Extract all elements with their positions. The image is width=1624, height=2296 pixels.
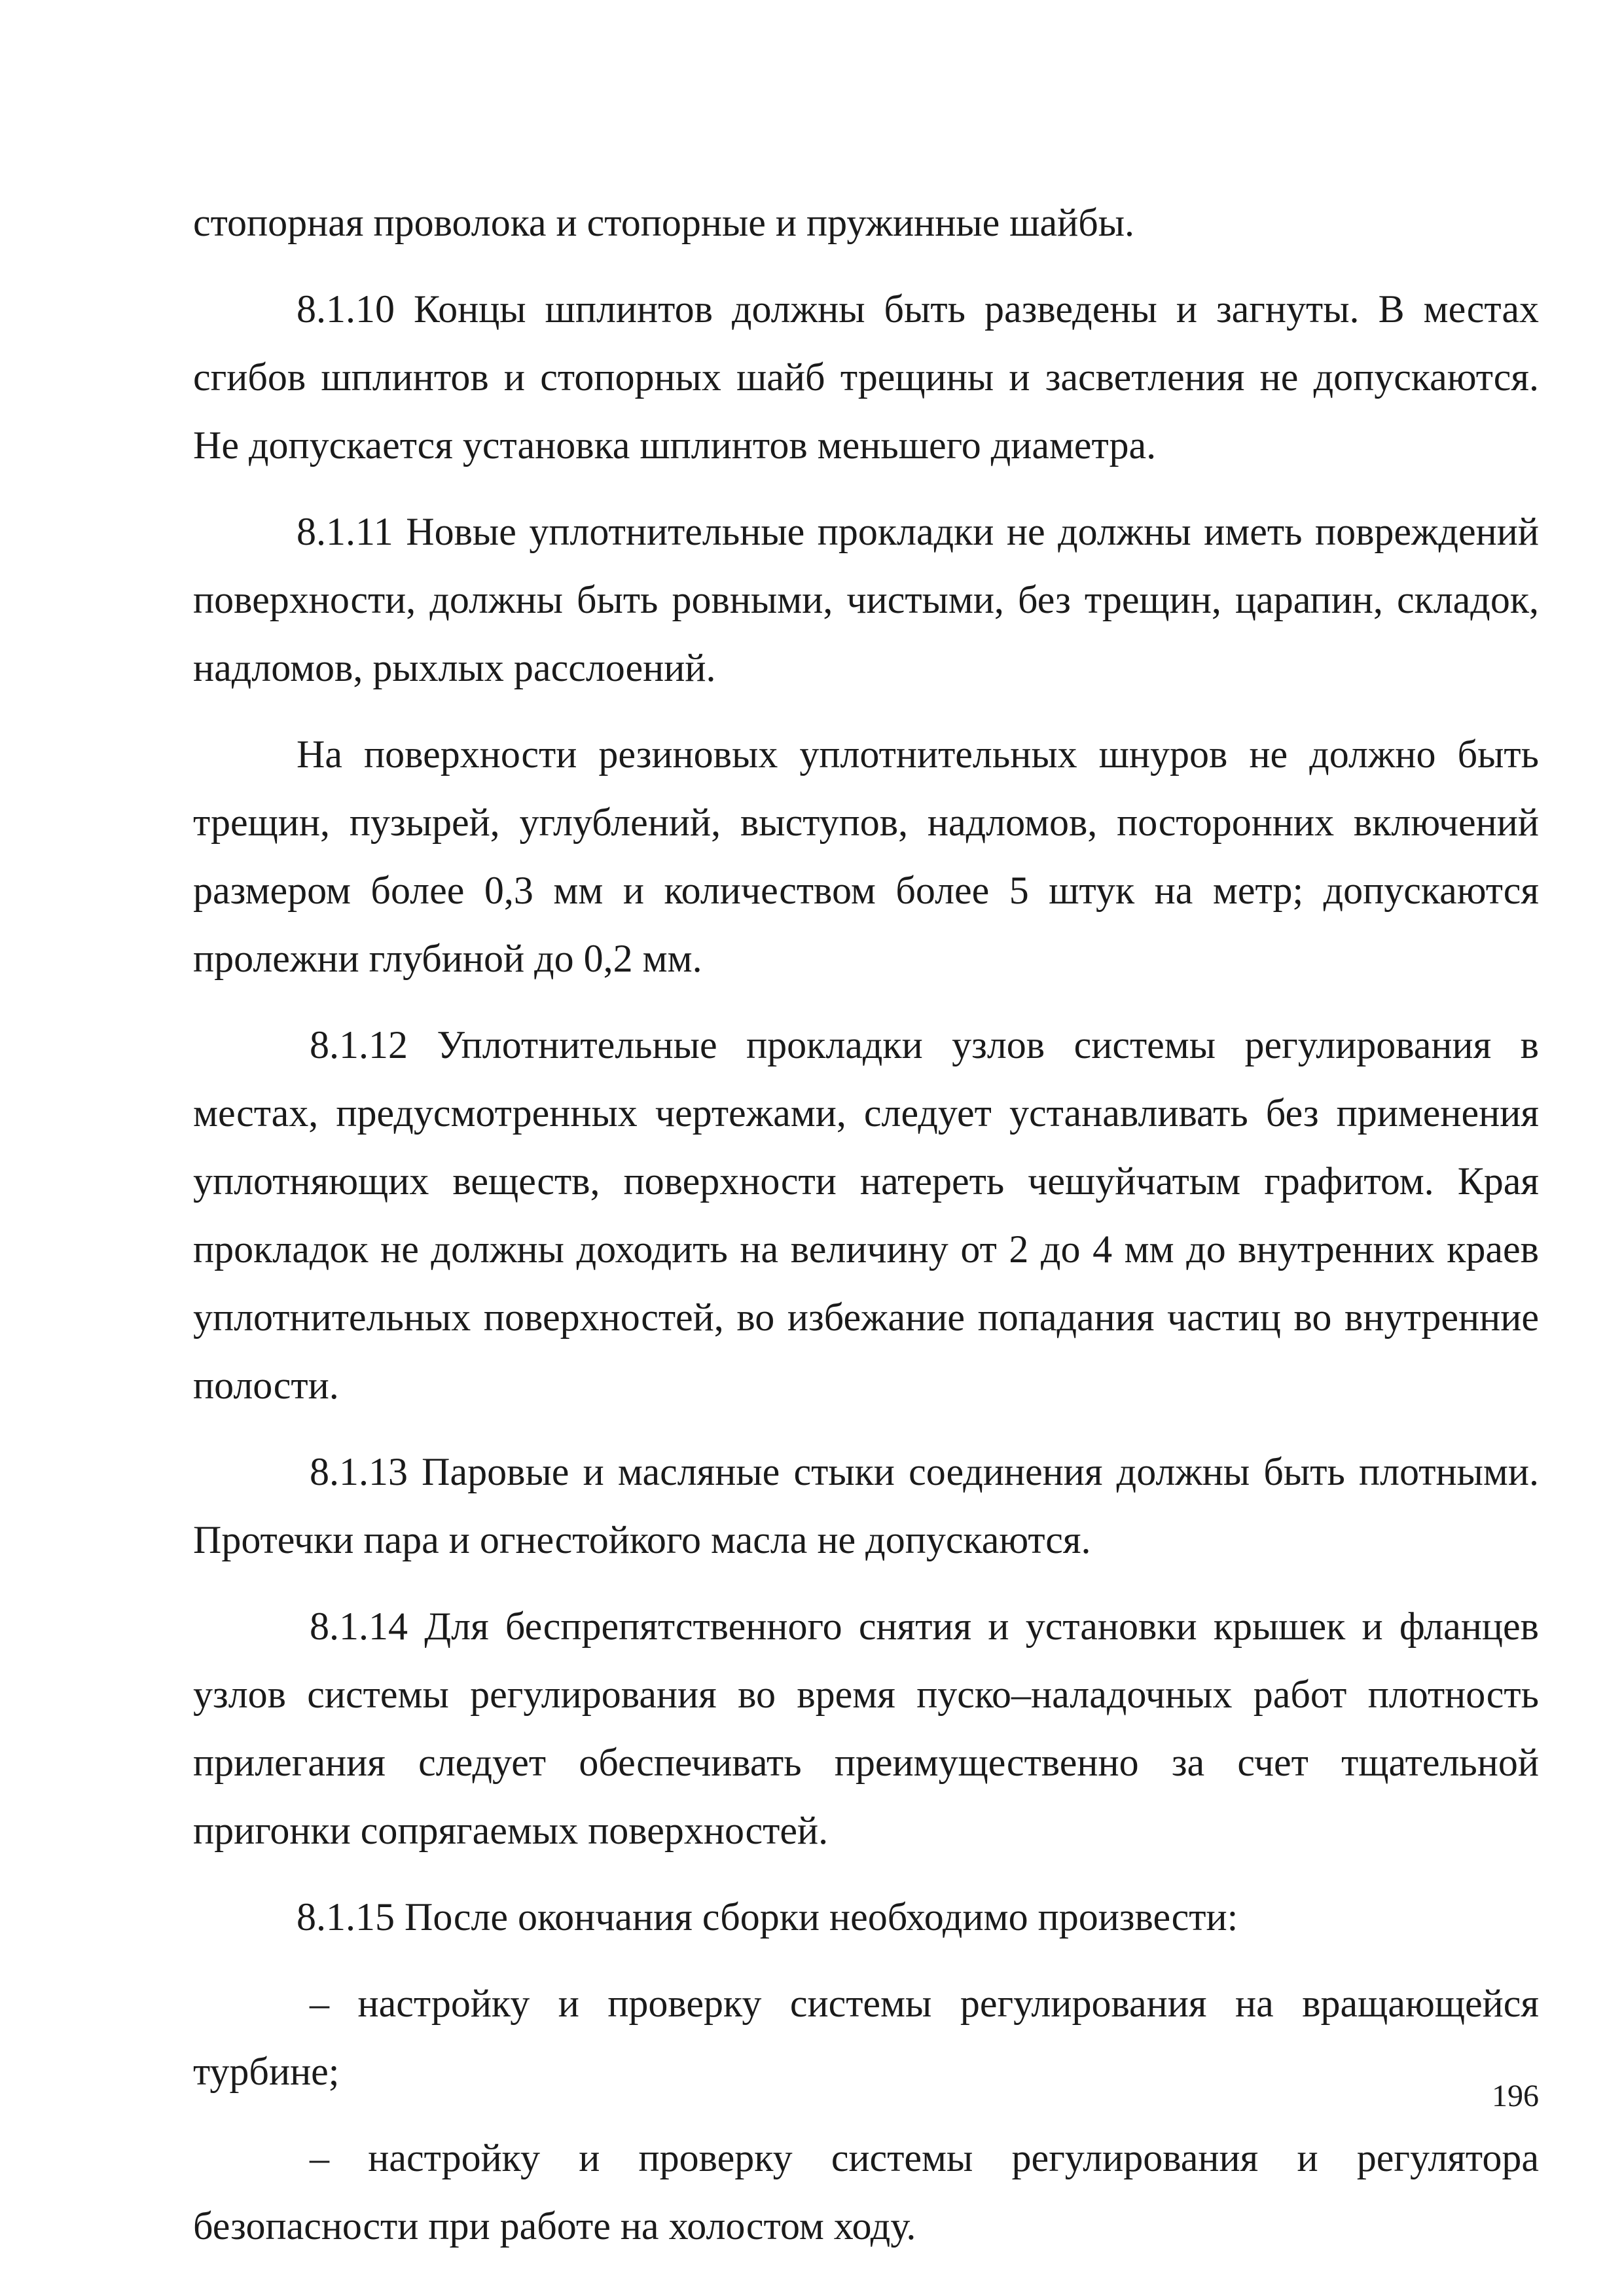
- document-body: [193, 189, 1539, 2278]
- paragraph-8-1-11: 8.1.11 Новые уплотнительные прокладки не должны иметь повреждений поверхности, должны быть ровными, чистыми, без трещин, царапин, складок, надломов, рыхлых расслоений.: [193, 510, 1539, 689]
- paragraph-rubber-seals: На поверхности резиновых уплотнительных шнуров не должно быть трещин, пузырей, углублений, выступов, надломов, посторонних включений размером более 0,3 мм и количеством более 5 штук на метр; допускаются пролежни глубиной до 0,2 мм.: [193, 733, 1539, 980]
- paragraph-8-1-15: 8.1.15 После окончания сборки необходимо произвести:: [297, 1895, 1238, 1939]
- list-item-rotating-turbine: – настройку и проверку системы регулирования на вращающейся турбине;: [193, 1982, 1539, 2093]
- paragraph-8-1-12: 8.1.12 Уплотнительные прокладки узлов системы регулирования в местах, предусмотренных чертежами, следует устанавливать без применения уплотняющих веществ, поверхности натереть чешуйчатым графитом. Края прокладок не должны доходить на величину от 2 до 4 мм до внутренних краев уплотнительных поверхностей, во избежание попадания частиц во внутренние полости.: [193, 1023, 1539, 1407]
- page-number: 196: [1492, 2079, 1539, 2113]
- paragraph-8-1-13: 8.1.13 Паровые и масляные стыки соединения должны быть плотными. Протечки пара и огнестойкого масла не допускаются.: [193, 1450, 1539, 1561]
- paragraph-8-1-10: 8.1.10 Концы шплинтов должны быть разведены и загнуты. В местах сгибов шплинтов и стопорных шайб трещины и засветления не допускаются. Не допускается установка шплинтов меньшего диаметра.: [193, 287, 1539, 467]
- paragraph-continuation: стопорная проволока и стопорные и пружинные шайбы.: [193, 201, 1135, 244]
- list-item-idle-run: – настройку и проверку системы регулирования и регулятора безопасности при работе на холостом ходу.: [193, 2136, 1539, 2248]
- paragraph-8-1-14: 8.1.14 Для беспрепятственного снятия и установки крышек и фланцев узлов системы регулирования во время пуско–наладочных работ плотность прилегания следует обеспечивать преимущественно за счет тщательной пригонки сопрягаемых поверхностей.: [193, 1605, 1539, 1852]
